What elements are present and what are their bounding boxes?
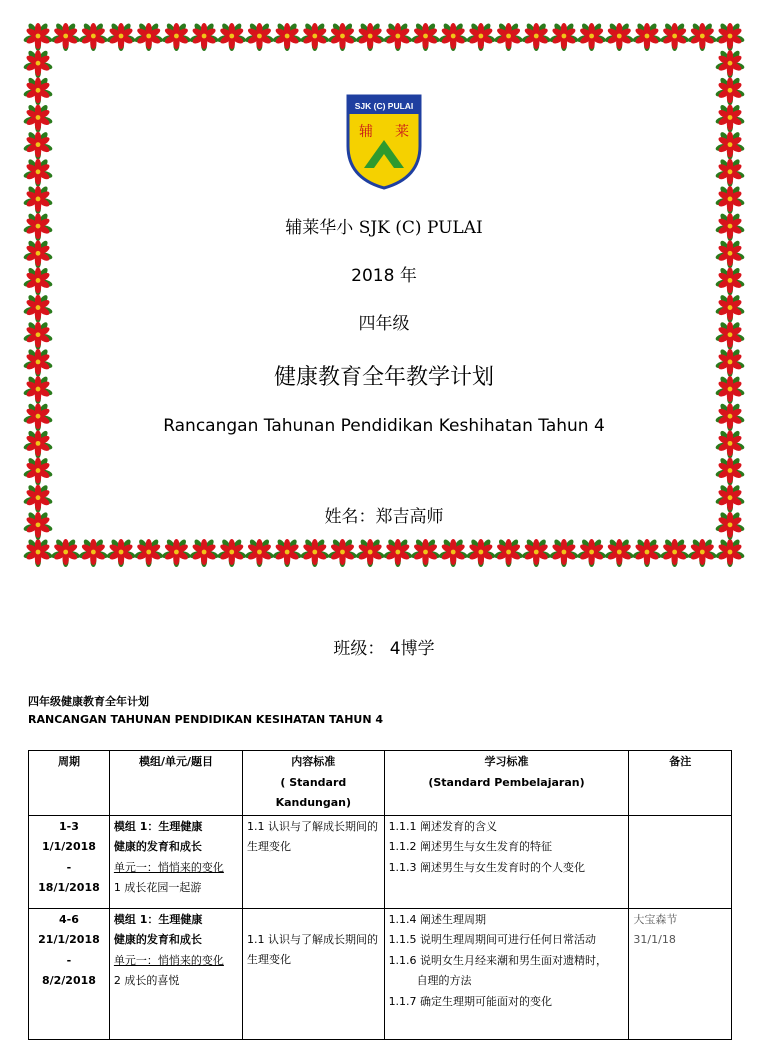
poinsettia-flower [383,538,413,567]
poinsettia-flower [134,22,164,51]
poinsettia-flower [23,267,53,296]
poinsettia-flower [659,22,689,51]
table-row [29,815,732,908]
header-content-3: Kandungan) [275,796,352,809]
topic-name: 健康的发育和成长 [113,840,202,853]
learning-item: 1.1.6 说明女生月经来潮和男生面对遗精时， [388,953,608,967]
poinsettia-flower [410,22,440,51]
week-range: 1-3 [59,819,79,833]
notes-cell [629,815,732,908]
module-name: 模组 1：生理健康 [113,819,203,833]
unit-name: 单元一：悄悄来的变化 [113,860,224,874]
poinsettia-flower [106,538,136,567]
poinsettia-flower [715,402,745,431]
poinsettia-flower [23,158,53,187]
poinsettia-flower [23,294,53,323]
poinsettia-flower [715,158,745,187]
poinsettia-flower [715,321,745,350]
poinsettia-flower [604,22,634,51]
poinsettia-flower [466,538,496,567]
topic-name: 健康的发育和成长 [113,933,202,946]
poinsettia-flower [632,538,662,567]
poinsettia-flower [715,212,745,241]
plan-title-cn: 健康教育全年教学计划 [273,365,494,390]
header-content-standard [243,751,385,816]
poinsettia-flower [23,22,53,51]
poinsettia-flower [383,22,413,51]
poinsettia-flower [438,22,468,51]
poinsettia-flower [493,538,523,567]
header-content-1: 内容标准 [291,755,336,768]
poinsettia-flower [715,294,745,323]
poinsettia-flower [327,538,357,567]
poinsettia-flower [687,22,717,51]
poinsettia-flower [715,484,745,513]
poinsettia-flower [715,375,745,404]
date-end: 8/2/2018 [41,974,96,987]
poinsettia-flower [50,22,80,51]
content-standard-cell: 1.1 认识与了解成长期间的生理变化 [243,815,385,908]
poinsettia-flower [715,239,745,268]
week-cell [29,908,110,1039]
poinsettia-flower [23,484,53,513]
header-week: 周期 [29,751,110,816]
date-end: 18/1/2018 [38,881,100,894]
note-date: 31/1/18 [633,933,676,946]
poinsettia-flower [715,104,745,133]
poinsettia-flower [23,348,53,377]
poinsettia-flower [23,131,53,160]
poinsettia-flower [493,22,523,51]
logo-text: SJK (C) PULAI [354,101,414,111]
plan-heading-malay: RANCANGAN TAHUNAN PENDIDIKAN KESIHATAN TAHUN 4 [28,713,384,726]
poinsettia-flower [23,538,53,567]
poinsettia-flower [327,22,357,51]
poinsettia-flower [715,131,745,160]
poinsettia-flower [189,538,219,567]
unit-name: 单元一：悄悄来的变化 [113,953,224,967]
learning-item: 1.1.5 说明生理周期间可进行任何日常活动 [388,933,597,946]
poinsettia-flower [244,538,274,567]
poinsettia-flower [23,429,53,458]
poinsettia-flower [23,321,53,350]
learning-item: 1.1.2 阐述男生与女生发育的特征 [388,840,553,853]
poinsettia-flower [715,538,745,567]
learning-standard-cell [384,908,629,1039]
header-content-2: ( Standard [280,775,347,789]
poinsettia-flower [217,22,247,51]
lesson-name: 1 成长花园一起游 [113,881,202,894]
poinsettia-flower [715,49,745,78]
poinsettia-flower [161,22,191,51]
poinsettia-flower [272,22,302,51]
school-name: 辅莱华小 SJK (C) PULAI [285,218,483,238]
poinsettia-flower [659,538,689,567]
poinsettia-flower [23,76,53,105]
poinsettia-flower [715,185,745,214]
school-logo [344,86,424,190]
date-dash: - [66,860,72,874]
poinsettia-flower [715,457,745,486]
plan-heading [28,693,383,729]
poinsettia-flower [521,22,551,51]
content-standard-cell: 1.1 认识与了解成长期间的生理变化 [243,908,385,1039]
poinsettia-flower [355,22,385,51]
poinsettia-flower [576,538,606,567]
poinsettia-flower [632,22,662,51]
poinsettia-flower [244,22,274,51]
header-learning-standard [384,751,629,816]
poinsettia-flower [687,538,717,567]
yearly-plan-table [28,750,732,1040]
learning-item: 1.1.3 阐述男生与女生发育时的个人变化 [388,860,586,874]
poinsettia-flower [300,538,330,567]
poinsettia-flower [715,76,745,105]
learning-item: 1.1.1 阐述发育的含义 [388,819,498,833]
lesson-name: 2 成长的喜悦 [113,974,180,987]
poinsettia-flower [355,538,385,567]
plan-title-malay: Rancangan Tahunan Pendidikan Keshihatan Tahun 4 [163,416,605,436]
week-range: 4-6 [59,912,79,926]
poinsettia-flower [549,538,579,567]
poinsettia-flower [466,22,496,51]
poinsettia-flower [23,104,53,133]
poinsettia-flower [78,538,108,567]
poinsettia-flower [604,538,634,567]
header-module: 模组/单元/题目 [109,751,242,816]
poinsettia-flower [50,538,80,567]
poinsettia-flower [23,457,53,486]
class-line: 班级： 4博学 [333,639,435,659]
plan-heading-cn: 四年级健康教育全年计划 [28,695,149,708]
poinsettia-flower [217,538,247,567]
cover-page [60,58,708,536]
date-start: 21/1/2018 [38,933,100,946]
poinsettia-flower [715,429,745,458]
poinsettia-flower [549,22,579,51]
note-text: 大宝森节 [633,912,678,926]
poinsettia-flower [23,511,53,540]
learning-item: 自理的方法 [416,974,472,987]
date-dash: - [66,953,72,967]
poinsettia-flower [438,538,468,567]
poinsettia-flower [715,22,745,51]
poinsettia-flower [410,538,440,567]
poinsettia-flower [23,402,53,431]
poinsettia-flower [23,375,53,404]
poinsettia-flower [161,538,191,567]
poinsettia-flower [715,267,745,296]
poinsettia-flower [576,22,606,51]
poinsettia-flower [272,538,302,567]
poinsettia-flower [300,22,330,51]
header-learning-2: (Standard Pembelajaran) [428,775,585,789]
poinsettia-flower [23,212,53,241]
poinsettia-flower [23,239,53,268]
poinsettia-flower [23,185,53,214]
year-line: 2018 年 [351,266,417,286]
learning-item: 1.1.4 阐述生理周期 [388,912,487,926]
week-cell [29,815,110,908]
poinsettia-flower [715,348,745,377]
notes-cell [629,908,732,1039]
grade-line: 四年级 [358,314,410,334]
teacher-name: 姓名：郑吉高师 [324,507,444,527]
poinsettia-flower [23,49,53,78]
logo-char-left: 辅 [359,124,373,140]
header-notes: 备注 [629,751,732,816]
poinsettia-flower [78,22,108,51]
module-cell [109,908,242,1039]
poinsettia-flower [189,22,219,51]
table-header-row [29,751,732,816]
logo-char-right: 莱 [395,124,409,140]
module-name: 模组 1：生理健康 [113,912,203,926]
table-row [29,908,732,1039]
poinsettia-flower [715,511,745,540]
poinsettia-flower [134,538,164,567]
poinsettia-flower [106,22,136,51]
header-learning-1: 学习标准 [484,755,529,768]
learning-standard-cell [384,815,629,908]
date-start: 1/1/2018 [41,840,96,853]
module-cell [109,815,242,908]
poinsettia-flower [521,538,551,567]
learning-item: 1.1.7 确定生理期可能面对的变化 [388,994,553,1008]
